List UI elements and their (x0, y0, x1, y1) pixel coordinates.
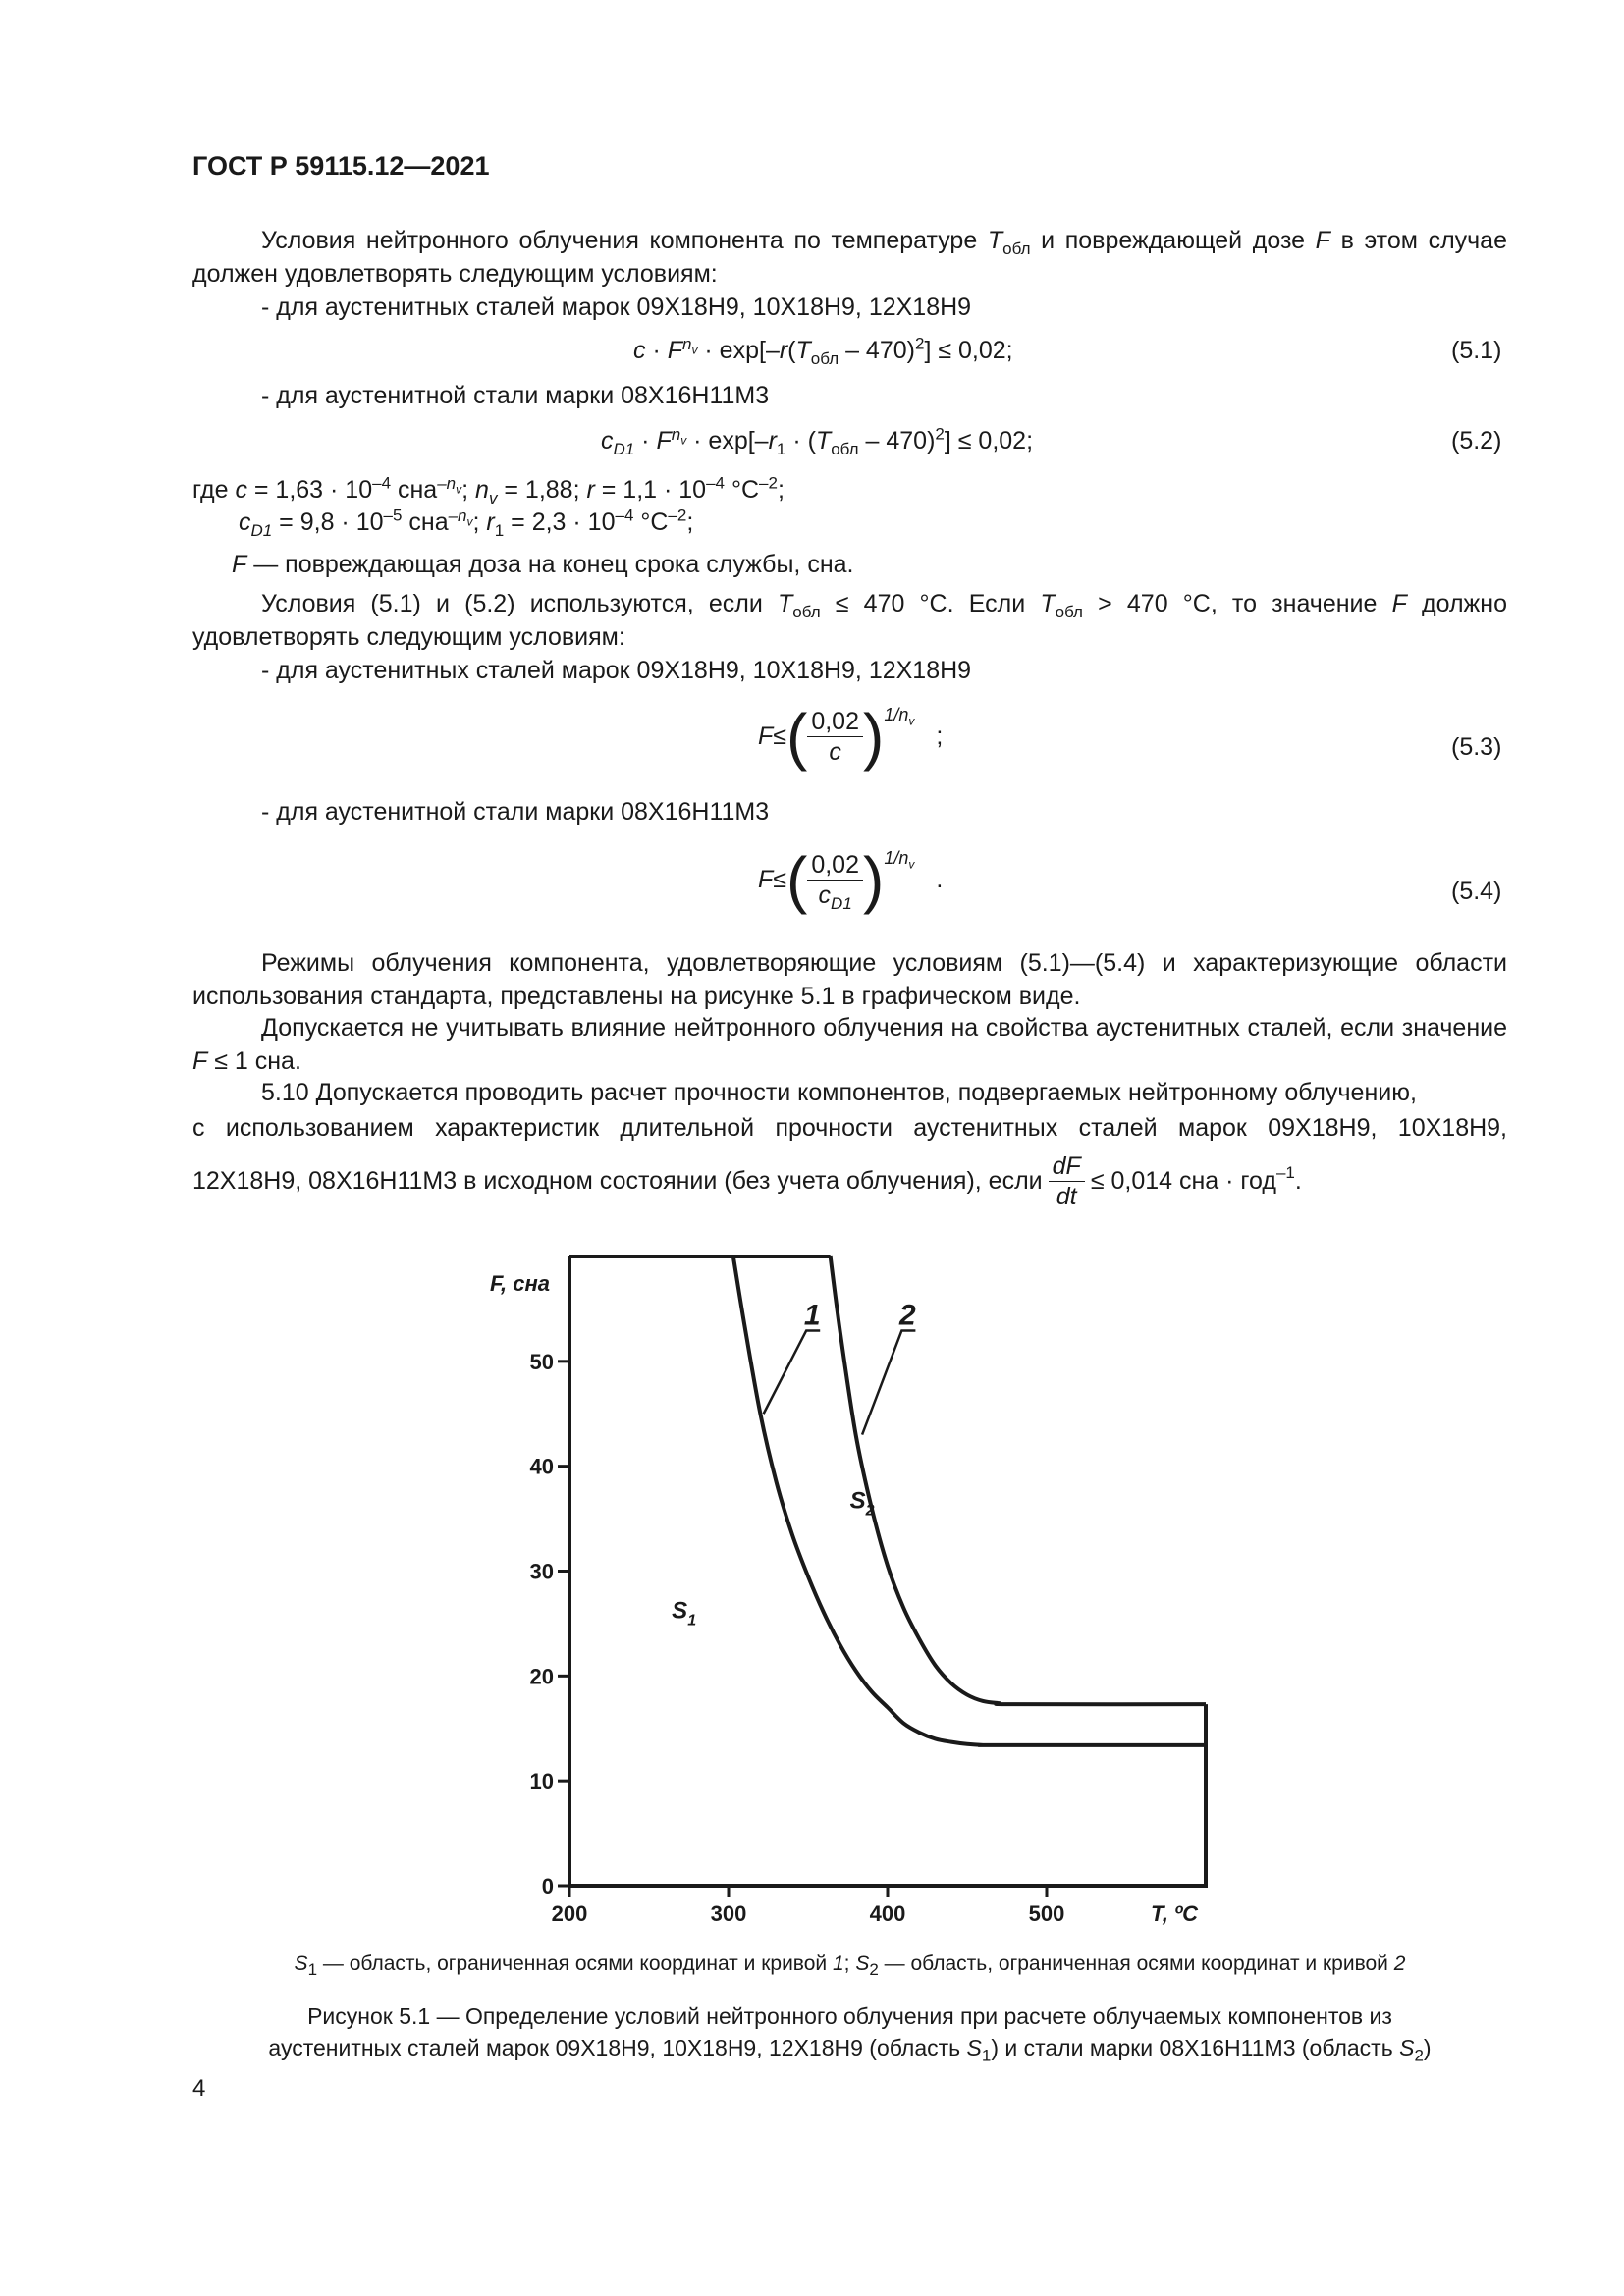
equation-5-3: F ≤ ( $\frac{0,02}{c}$ ) $1/n_v$ ; (758, 701, 944, 772)
paragraph-modes: Режимы облучения компонента, удовлетворяющие условиям (5.1)—(5.4) и характеризующие области использования стандарта, представлены на рисунке 5.1 в графическом виде. (192, 949, 1507, 1010)
curve-1-label: 1 (803, 1299, 821, 1332)
equation-number-5-3: (5.3) (1451, 733, 1502, 761)
equation-5-1: $c \cdot F^{n_v} \cdot \exp[-r(T_{обл} - 470)^2] \le 0,02$; (633, 334, 1013, 368)
curve-2 (831, 1256, 1206, 1704)
paragraph-ignore: Допускается не учитывать влияние нейтронного облучения на свойства аустенитных сталей, если значение F ≤ 1 сна. (192, 1014, 1507, 1075)
figure-5-1-chart (432, 1237, 1316, 1944)
equation-number-5-4: (5.4) (1451, 878, 1502, 905)
page-number: 4 (192, 2075, 206, 2102)
x-tick-label: 300 (710, 1901, 747, 1926)
x-axis-label: T, ºС (1151, 1901, 1198, 1926)
paragraph-conditions: Условия нейтронного облучения компонента по температуре $T_{обл}$ и повреждающей дозе F в этом случае должен удовлетворять следующим условиям: (192, 227, 1507, 288)
where-line-2: $c_{D1} = 9,8 \cdot 10^{-5}$ сна$^{-n_v}$; $r_1 = 2,3 \cdot 10^{-4}$ $^\circ С^{-2}$; (239, 506, 694, 540)
y-tick-label: 40 (529, 1454, 554, 1479)
equation-number-5-1: (5.1) (1451, 337, 1502, 364)
region-label-subscript: 1 (687, 1612, 697, 1629)
region-label-1: $S_1$ (672, 1597, 697, 1629)
y-tick-label: 20 (529, 1664, 554, 1689)
list-item-steel-2: - для аустенитной стали марки 08Х16Н11М3 (261, 382, 770, 409)
paragraph-5-10-line-2: с использованием характеристик длительной прочности аустенитных сталей марок 09Х18Н9, 10Х18Н9, (192, 1114, 1507, 1142)
equation-number-5-2: (5.2) (1451, 427, 1502, 454)
y-tick-label: 30 (529, 1559, 554, 1584)
list-item-steel-4: - для аустенитной стали марки 08Х16Н11М3 (261, 798, 770, 826)
curve-2-leader (862, 1330, 915, 1434)
y-tick-label: 10 (529, 1769, 554, 1794)
paragraph-5-10-line-1: 5.10 Допускается проводить расчет прочности компонентов, подвергаемых нейтронному облучению, (261, 1079, 1417, 1106)
where-line-1: где $c = 1,63 \cdot 10^{-4}$ сна$^{-n_v}$; $n_v = 1,88$; $r = 1,1 \cdot 10^{-4}$ $^\circ С^{-2}$; (192, 473, 785, 507)
curve-2-label: 2 (899, 1299, 916, 1332)
x-tick-label: 200 (551, 1901, 588, 1926)
equation-5-4: F ≤ ( $\frac{0,02}{c_{D1}}$ ) $1/n_v$ . (758, 844, 944, 915)
paragraph-5-10-line-3: 12Х18Н9, 08Х16Н11М3 в исходном состоянии (без учета облучения), если $\frac{dF}{dt}$ ≤ 0,014 сна · год $^{-1}$ . (192, 1151, 1302, 1210)
figure-caption: Рисунок 5.1 — Определение условий нейтронного облучения при расчете облучаемых компонентов из аустенитных сталей марок 09Х18Н9, 10Х18Н9, 12Х18Н9 (область $S_1$) и стали марки 08Х16Н11М3 (область $S_2$) (268, 2003, 1432, 2065)
y-axis-label: F, сна (490, 1271, 550, 1296)
region-label-subscript: 2 (865, 1502, 875, 1520)
region-label-2: $S_2$ (849, 1487, 875, 1520)
list-item-steels-3: - для аустенитных сталей марок 09Х18Н9, 10Х18Н9, 12Х18Н9 (261, 657, 972, 684)
where-line-3: F — повреждающая доза на конец срока службы, сна. (232, 551, 854, 578)
y-tick-label: 0 (541, 1874, 554, 1898)
paragraph-conditions-2: Условия (5.1) и (5.2) используются, если $T_{обл} \le 470$ °С. Если $T_{обл} > 470$ °С, то значение F должно удовлетворять следующим условиям: (192, 590, 1507, 651)
document-header: ГОСТ Р 59115.12—2021 (192, 151, 490, 181)
x-tick-label: 400 (869, 1901, 906, 1926)
figure-legend: $S_1$ — область, ограниченная осями координат и кривой 1; $S_2$ — область, ограниченная осями координат и кривой 2 (294, 1952, 1406, 1980)
y-tick-label: 50 (529, 1349, 554, 1374)
list-item-steels-1: - для аустенитных сталей марок 09Х18Н9, 10Х18Н9, 12Х18Н9 (261, 294, 972, 321)
curve-1-leader (764, 1330, 821, 1414)
equation-5-2: $c_{D1} \cdot F^{n_v} \cdot \exp[-r_1 \cdot (T_{обл} - 470)^2] \le 0,02$; (601, 424, 1034, 458)
x-tick-label: 500 (1028, 1901, 1065, 1926)
